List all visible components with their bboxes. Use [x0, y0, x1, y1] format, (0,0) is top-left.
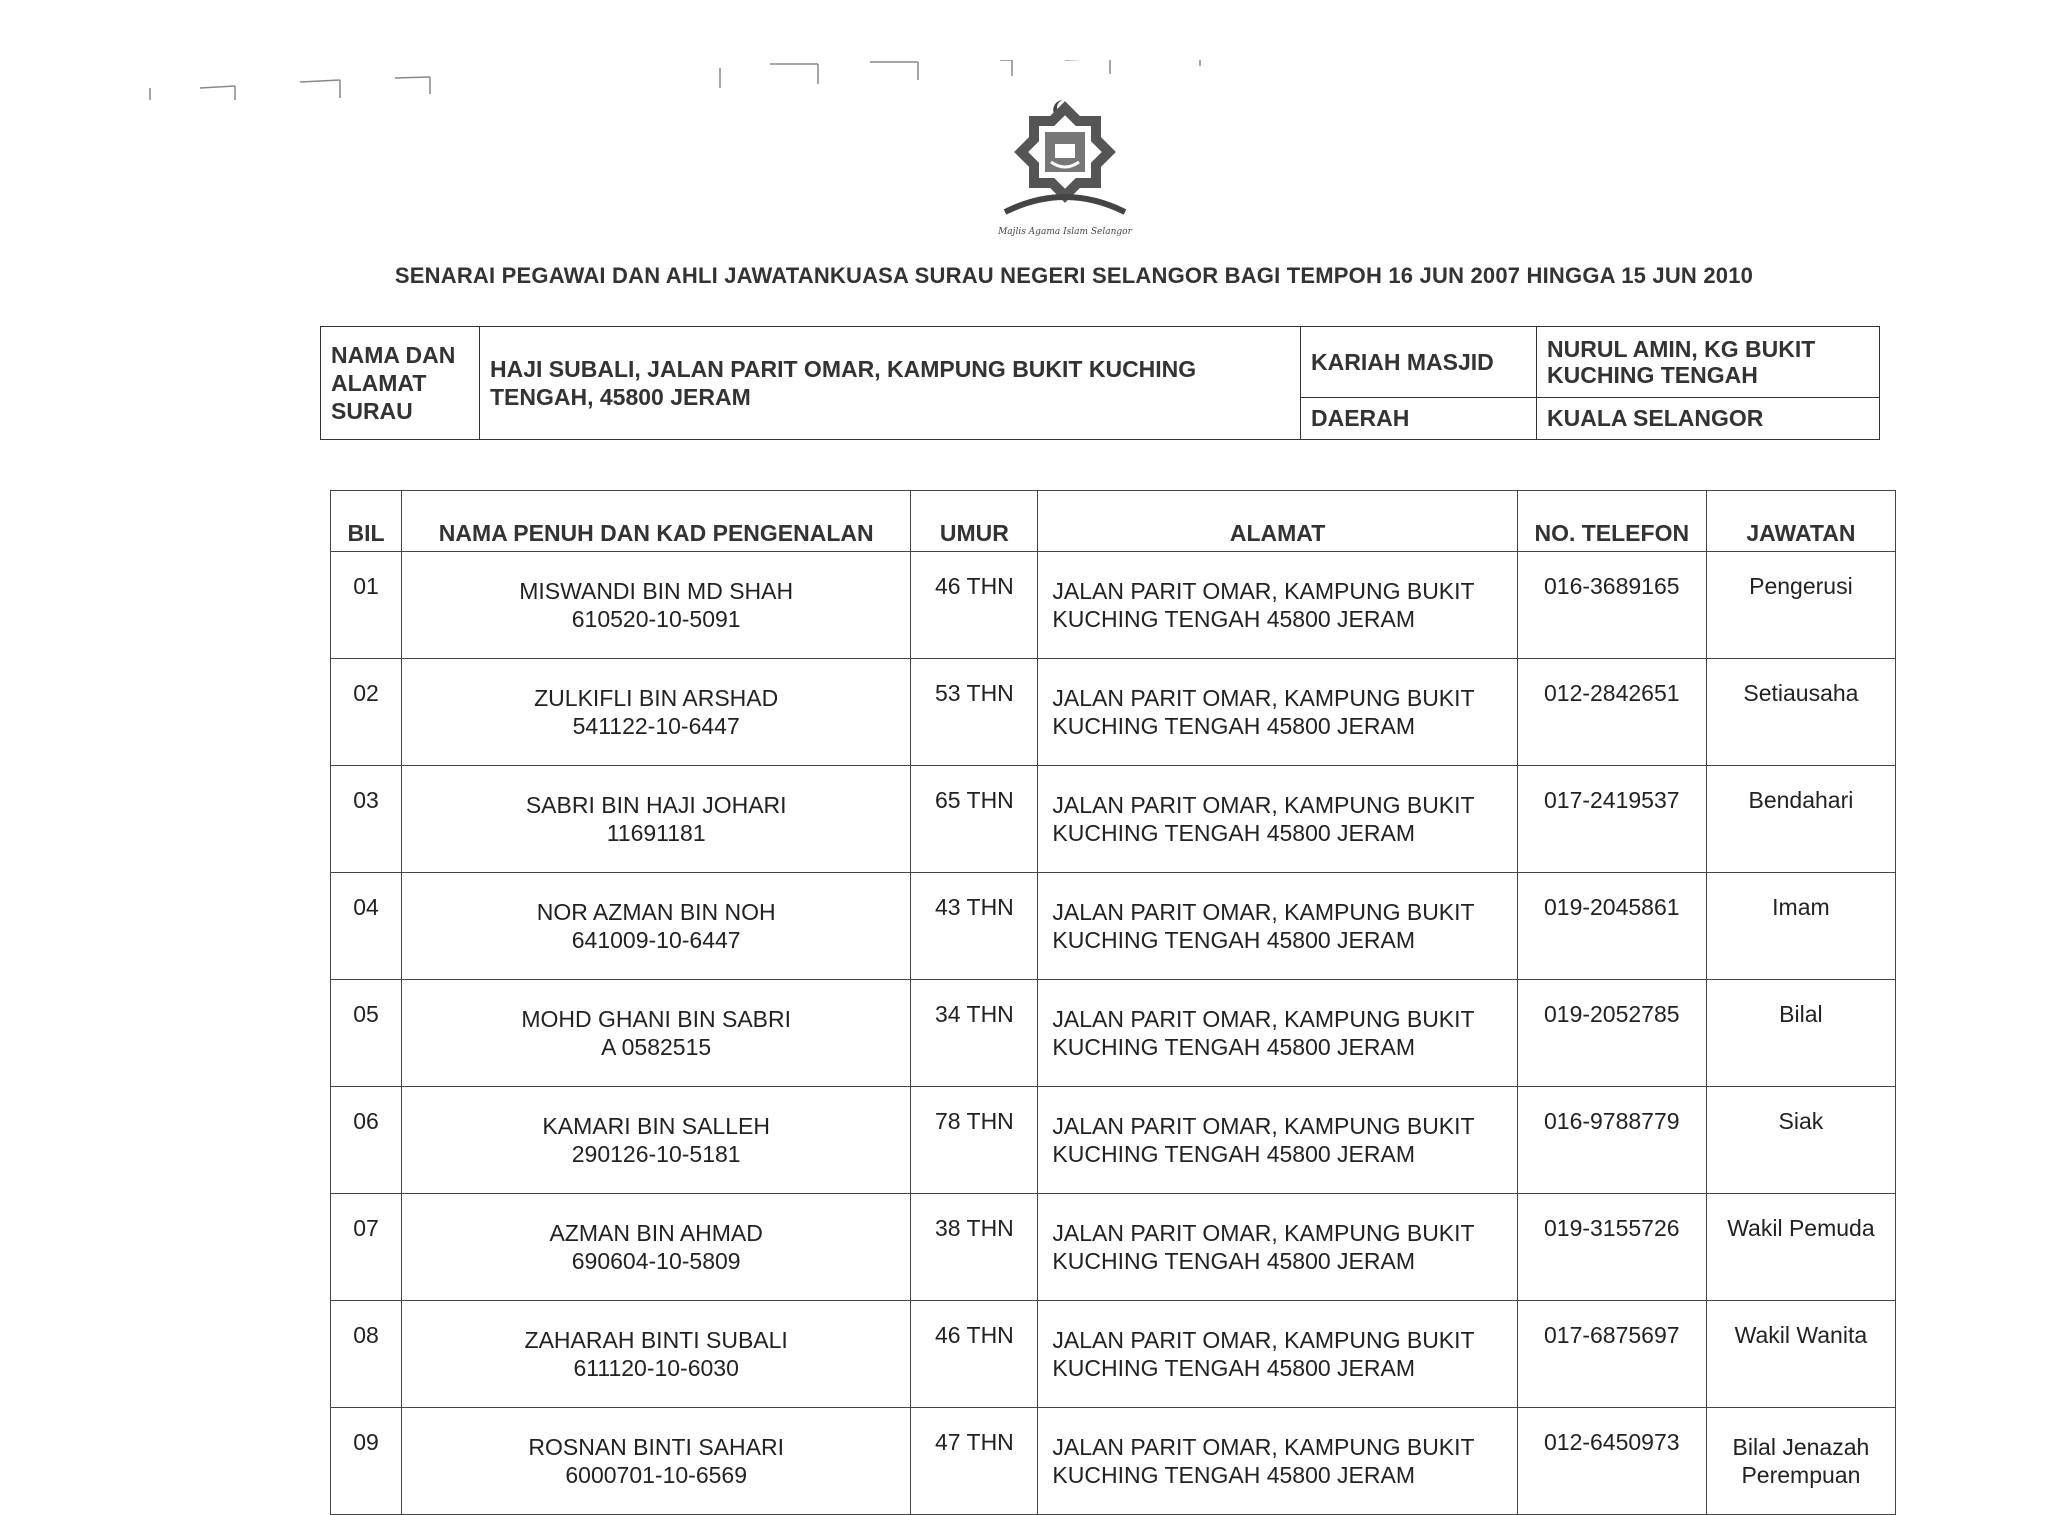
cell-address: JALAN PARIT OMAR, KAMPUNG BUKIT KUCHING TENGAH 45800 JERAM [1038, 1194, 1517, 1301]
cell-age: 43 THN [911, 873, 1038, 980]
cell-phone: 016-3689165 [1517, 552, 1706, 659]
member-name: SABRI BIN HAJI JOHARI [525, 792, 787, 818]
header-position: JAWATAN [1706, 491, 1895, 552]
cell-position: Siak [1706, 1087, 1895, 1194]
daerah-label: DAERAH [1301, 398, 1537, 440]
table-row [331, 1087, 1896, 1194]
cell-name-ic [402, 873, 911, 980]
table-row [331, 659, 1896, 766]
cell-phone: 017-2419537 [1517, 766, 1706, 873]
member-name: MOHD GHANI BIN SABRI [521, 1006, 792, 1032]
cell-age: 38 THN [911, 1194, 1038, 1301]
cell-address: JALAN PARIT OMAR, KAMPUNG BUKIT KUCHING TENGAH 45800 JERAM [1038, 1087, 1517, 1194]
name-address-label: NAMA DAN ALAMAT SURAU [321, 327, 480, 440]
member-ic: 11691181 [606, 820, 706, 846]
member-name: MISWANDI BIN MD SHAH [519, 578, 794, 604]
member-name: NOR AZMAN BIN NOH [536, 899, 776, 925]
cell-position: Bilal [1706, 980, 1895, 1087]
cell-address: JALAN PARIT OMAR, KAMPUNG BUKIT KUCHING TENGAH 45800 JERAM [1038, 659, 1517, 766]
cell-address: JALAN PARIT OMAR, KAMPUNG BUKIT KUCHING TENGAH 45800 JERAM [1038, 873, 1517, 980]
member-name: ROSNAN BINTI SAHARI [528, 1434, 784, 1460]
surau-address: HAJI SUBALI, JALAN PARIT OMAR, KAMPUNG BUKIT KUCHING TENGAH, 45800 JERAM [480, 327, 1301, 440]
table-body [331, 552, 1896, 1515]
member-ic: A 0582515 [601, 1034, 712, 1060]
cell-age: 47 THN [911, 1408, 1038, 1515]
table-row [331, 1301, 1896, 1408]
cell-name-ic [402, 552, 911, 659]
cell-age: 46 THN [911, 1301, 1038, 1408]
cell-address: JALAN PARIT OMAR, KAMPUNG BUKIT KUCHING TENGAH 45800 JERAM [1038, 1301, 1517, 1408]
cell-age: 78 THN [911, 1087, 1038, 1194]
cell-address: JALAN PARIT OMAR, KAMPUNG BUKIT KUCHING TENGAH 45800 JERAM [1038, 552, 1517, 659]
logo-caption: Majlis Agama Islam Selangor [998, 227, 1132, 237]
cell-phone: 019-3155726 [1517, 1194, 1706, 1301]
member-ic: 290126-10-5181 [571, 1141, 741, 1167]
cell-bil: 09 [331, 1408, 402, 1515]
cell-bil: 03 [331, 766, 402, 873]
cell-phone: 012-2842651 [1517, 659, 1706, 766]
document-title: SENARAI PEGAWAI DAN AHLI JAWATANKUASA SURAU NEGERI SELANGOR BAGI TEMPOH 16 JUN 2007 HINGGA 15 JUN 2010 [394, 263, 1754, 288]
header-name-ic: NAMA PENUH DAN KAD PENGENALAN [402, 491, 911, 552]
kariah-value: NURUL AMIN, KG BUKIT KUCHING TENGAH [1537, 327, 1880, 398]
member-ic: 641009-10-6447 [571, 927, 741, 953]
cell-address: JALAN PARIT OMAR, KAMPUNG BUKIT KUCHING TENGAH 45800 JERAM [1038, 980, 1517, 1087]
cell-bil: 07 [331, 1194, 402, 1301]
cell-phone: 012-6450973 [1517, 1408, 1706, 1515]
cell-bil: 01 [331, 552, 402, 659]
cell-name-ic [402, 766, 911, 873]
kariah-label: KARIAH MASJID [1301, 327, 1537, 398]
table-row [331, 1194, 1896, 1301]
cell-phone: 016-9788779 [1517, 1087, 1706, 1194]
cell-name-ic [402, 1194, 911, 1301]
cell-position: Imam [1706, 873, 1895, 980]
cell-address: JALAN PARIT OMAR, KAMPUNG BUKIT KUCHING TENGAH 45800 JERAM [1038, 766, 1517, 873]
cell-address: JALAN PARIT OMAR, KAMPUNG BUKIT KUCHING TENGAH 45800 JERAM [1038, 1408, 1517, 1515]
cell-position: Setiausaha [1706, 659, 1895, 766]
member-ic: 610520-10-5091 [571, 606, 741, 632]
majlis-agama-islam-selangor-logo [985, 92, 1145, 242]
cell-bil: 02 [331, 659, 402, 766]
member-ic: 611120-10-6030 [573, 1355, 739, 1381]
header-address: ALAMAT [1038, 491, 1517, 552]
cell-name-ic [402, 659, 911, 766]
table-row [331, 552, 1896, 659]
cell-bil: 06 [331, 1087, 402, 1194]
surau-info-table [320, 326, 1880, 440]
member-name: ZULKIFLI BIN ARSHAD [534, 685, 779, 711]
member-name: KAMARI BIN SALLEH [542, 1113, 770, 1139]
cell-name-ic [402, 1408, 911, 1515]
member-name: ZAHARAH BINTI SUBALI [524, 1327, 788, 1353]
cell-phone: 019-2045861 [1517, 873, 1706, 980]
cell-bil: 04 [331, 873, 402, 980]
header-phone: NO. TELEFON [1517, 491, 1706, 552]
cell-bil: 05 [331, 980, 402, 1087]
member-ic: 690604-10-5809 [571, 1248, 741, 1274]
cell-bil: 08 [331, 1301, 402, 1408]
table-header-row [331, 491, 1896, 552]
cell-name-ic [402, 1087, 911, 1194]
cell-age: 46 THN [911, 552, 1038, 659]
cell-age: 34 THN [911, 980, 1038, 1087]
table-row [331, 980, 1896, 1087]
cell-age: 53 THN [911, 659, 1038, 766]
table-row [331, 873, 1896, 980]
cell-name-ic [402, 1301, 911, 1408]
cell-position: Pengerusi [1706, 552, 1895, 659]
cell-position: Bendahari [1706, 766, 1895, 873]
table-row [331, 766, 1896, 873]
committee-table [330, 490, 1896, 1515]
cell-phone: 017-6875697 [1517, 1301, 1706, 1408]
header-bil: BIL [331, 491, 402, 552]
cell-phone: 019-2052785 [1517, 980, 1706, 1087]
header-age: UMUR [911, 491, 1038, 552]
member-name: AZMAN BIN AHMAD [549, 1220, 763, 1246]
cell-position: Wakil Wanita [1706, 1301, 1895, 1408]
cell-name-ic [402, 980, 911, 1087]
daerah-value: KUALA SELANGOR [1537, 398, 1880, 440]
member-ic: 541122-10-6447 [572, 713, 740, 739]
cell-position: Bilal Jenazah Perempuan [1706, 1408, 1895, 1515]
cell-age: 65 THN [911, 766, 1038, 873]
member-ic: 6000701-10-6569 [565, 1462, 747, 1488]
table-row [331, 1408, 1896, 1515]
cell-position: Wakil Pemuda [1706, 1194, 1895, 1301]
